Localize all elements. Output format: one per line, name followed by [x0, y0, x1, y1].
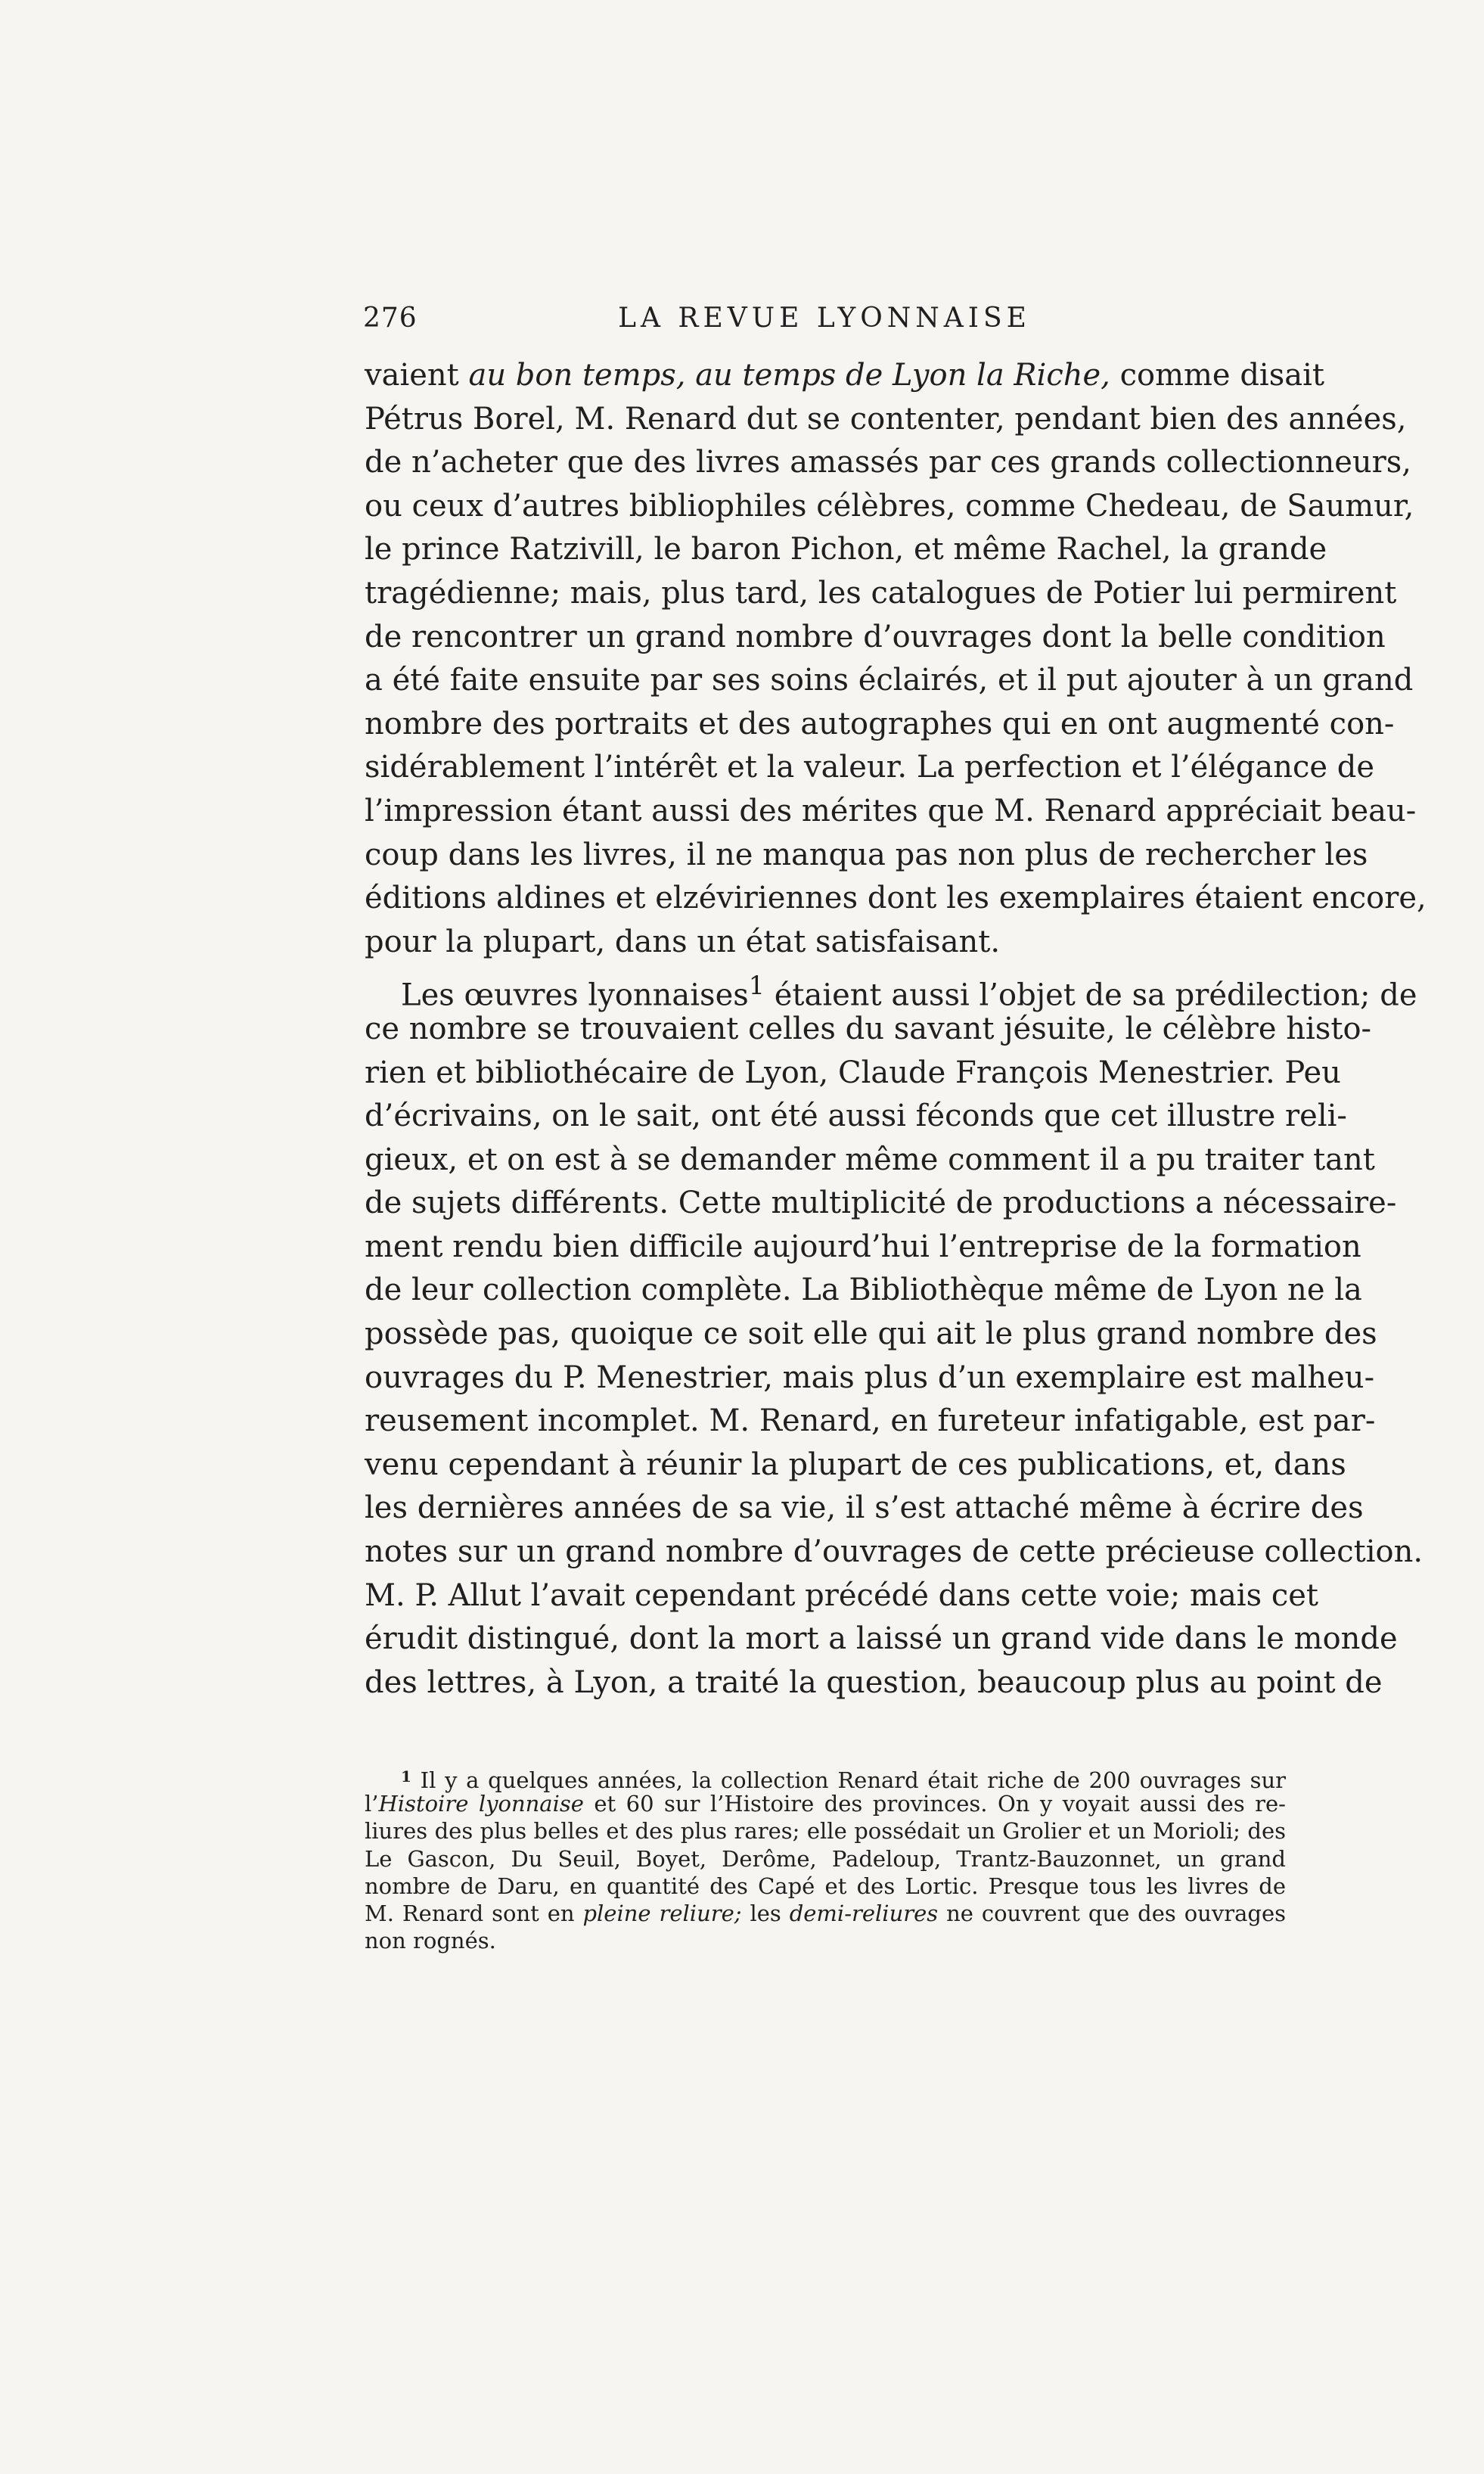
text-run: Il y a quelques années, la collection Renard était riche de 200 ouvrages sur: [411, 1767, 1286, 1793]
text-line: [365, 485, 1414, 529]
page-number: 276: [363, 303, 418, 334]
text-line: [365, 746, 1375, 790]
footnote-line: [365, 1845, 1286, 1873]
text-run: l’: [365, 1791, 379, 1817]
text-line: [365, 1313, 1377, 1357]
text-run: ouvrages du P. Menestrier, mais plus d’un exemplaire est malheu-: [365, 1360, 1375, 1395]
text-run: M. P. Allut l’avait cependant précédé dans cette voie; mais cet: [365, 1577, 1318, 1613]
italic-text: Histoire lyonnaise: [378, 1791, 584, 1817]
text-line: [365, 1008, 1372, 1052]
text-run: a été faite ensuite par ses soins éclairés, et il put ajouter à un grand: [365, 663, 1414, 698]
text-line: [365, 1357, 1375, 1400]
text-line: [365, 1182, 1397, 1226]
text-run: des lettres, à Lyon, a traité la question, beaucoup plus au point de: [365, 1664, 1383, 1700]
text-run: étaient aussi l’objet de sa prédilection; de: [765, 977, 1417, 1013]
text-run: les: [741, 1900, 790, 1926]
text-run: les dernières années de sa vie, il s’est attaché même à écrire des: [365, 1490, 1364, 1526]
text-line: [365, 354, 1324, 398]
italic-text: au bon temps, au temps de Lyon la Riche,: [468, 358, 1110, 393]
footnote-number: 1: [401, 1767, 411, 1786]
text-line: [365, 616, 1386, 660]
footnote-reference: 1: [748, 971, 765, 1001]
text-line: [365, 1139, 1375, 1183]
text-run: nombre des portraits et des autographes qui en ont augmenté con-: [365, 706, 1395, 741]
text-line: [365, 1618, 1398, 1661]
text-line: [365, 441, 1412, 485]
text-run: ment rendu bien difficile aujourd’hui l’entreprise de la formation: [365, 1229, 1361, 1264]
footnote-line: [365, 1900, 1286, 1927]
text-run: sidérablement l’intérêt et la valeur. La perfection et l’élégance de: [365, 750, 1375, 785]
text-run: liures des plus belles et des plus rares; elle possédait un Grolier et un Morioli; des: [365, 1818, 1286, 1845]
text-run: possède pas, quoique ce soit elle qui ait le plus grand nombre des: [365, 1316, 1377, 1352]
text-line: [365, 1269, 1362, 1313]
text-run: le prince Ratzivill, le baron Pichon, et même Rachel, la grande: [365, 532, 1327, 567]
text-run: et 60 sur l’Histoire des provinces. On y voyait aussi des re-: [583, 1791, 1286, 1817]
text-run: reusement incomplet. M. Renard, en fureteur infatigable, est par-: [365, 1403, 1376, 1439]
footnote-line: [365, 1817, 1286, 1845]
text-run: notes sur un grand nombre d’ouvrages de cette précieuse collection.: [365, 1534, 1423, 1570]
italic-text: demi-reliures: [789, 1900, 939, 1926]
text-run: ce nombre se trouvaient celles du savant jésuite, le célèbre histo-: [365, 1011, 1372, 1046]
text-run: érudit distingué, dont la mort a laissé un grand vide dans le monde: [365, 1621, 1398, 1657]
text-line: [365, 659, 1414, 703]
text-line: [365, 1226, 1361, 1270]
text-run: M. Renard sont en: [365, 1900, 583, 1926]
footnote-line: [365, 1790, 1286, 1817]
text-line: [365, 790, 1417, 834]
text-run: comme disait: [1110, 358, 1324, 393]
text-run: Les œuvres lyonnaises: [401, 977, 749, 1013]
text-line: [365, 1574, 1318, 1618]
text-run: de leur collection complète. La Bibliothèque même de Lyon ne la: [365, 1273, 1362, 1308]
text-run: tragédienne; mais, plus tard, les catalogues de Potier lui permirent: [365, 575, 1397, 611]
text-run: de n’acheter que des livres amassés par ces grands collectionneurs,: [365, 445, 1412, 480]
text-run: venu cependant à réunir la plupart de ces publications, et, dans: [365, 1447, 1346, 1482]
text-line: [365, 703, 1395, 747]
text-line: [365, 1487, 1364, 1531]
text-run: rien et bibliothécaire de Lyon, Claude François Menestrier. Peu: [365, 1055, 1341, 1090]
text-line: [365, 528, 1327, 572]
text-line: [365, 1661, 1383, 1705]
text-run: coup dans les livres, il ne manqua pas non plus de rechercher les: [365, 837, 1368, 872]
text-run: nombre de Daru, en quantité des Capé et des Lortic. Presque tous les livres de: [365, 1873, 1286, 1899]
page-header: [363, 303, 1286, 348]
footnote-line: [365, 1873, 1286, 1900]
text-line: [365, 1095, 1347, 1139]
running-title: LA REVUE LYONNAISE: [618, 303, 1031, 334]
text-line: [365, 877, 1427, 921]
text-run: vaient: [365, 358, 469, 393]
text-run: non rognés.: [365, 1928, 496, 1954]
text-run: ne couvrent que des ouvrages: [938, 1900, 1286, 1926]
text-run: d’écrivains, on le sait, ont été aussi féconds que cet illustre reli-: [365, 1099, 1347, 1134]
text-run: ou ceux d’autres bibliophiles célèbres, comme Chedeau, de Saumur,: [365, 488, 1414, 524]
text-run: éditions aldines et elzéviriennes dont les exemplaires étaient encore,: [365, 881, 1427, 916]
footnote-line: [365, 1927, 1286, 1954]
text-line: [365, 1531, 1423, 1574]
text-line: [365, 1444, 1346, 1487]
text-line: [365, 1052, 1341, 1096]
text-line: [365, 572, 1397, 616]
footnotes: [365, 1763, 1286, 1954]
text-run: de rencontrer un grand nombre d’ouvrages dont la belle condition: [365, 619, 1386, 654]
text-run: gieux, et on est à se demander même comment il a pu traiter tant: [365, 1142, 1375, 1177]
text-line: [365, 1400, 1376, 1444]
text-line: [365, 921, 1286, 965]
text-run: l’impression étant aussi des mérites que M. Renard appréciait beau-: [365, 793, 1417, 828]
text-line: [365, 398, 1407, 442]
footnote-line: [365, 1763, 1286, 1793]
text-run: Le Gascon, Du Seuil, Boyet, Derôme, Padeloup, Trantz-Bauzonnet, un grand: [365, 1845, 1286, 1872]
italic-text: pleine reliure;: [582, 1900, 742, 1926]
text-line: [365, 834, 1368, 878]
text-run: Pétrus Borel, M. Renard dut se contenter, pendant bien des années,: [365, 401, 1407, 437]
text-run: de sujets différents. Cette multiplicité de productions a nécessaire-: [365, 1186, 1397, 1221]
text-run: pour la plupart, dans un état satisfaisant.: [365, 924, 1001, 959]
text-line: [365, 964, 1417, 1013]
main-text: [365, 354, 1427, 1705]
